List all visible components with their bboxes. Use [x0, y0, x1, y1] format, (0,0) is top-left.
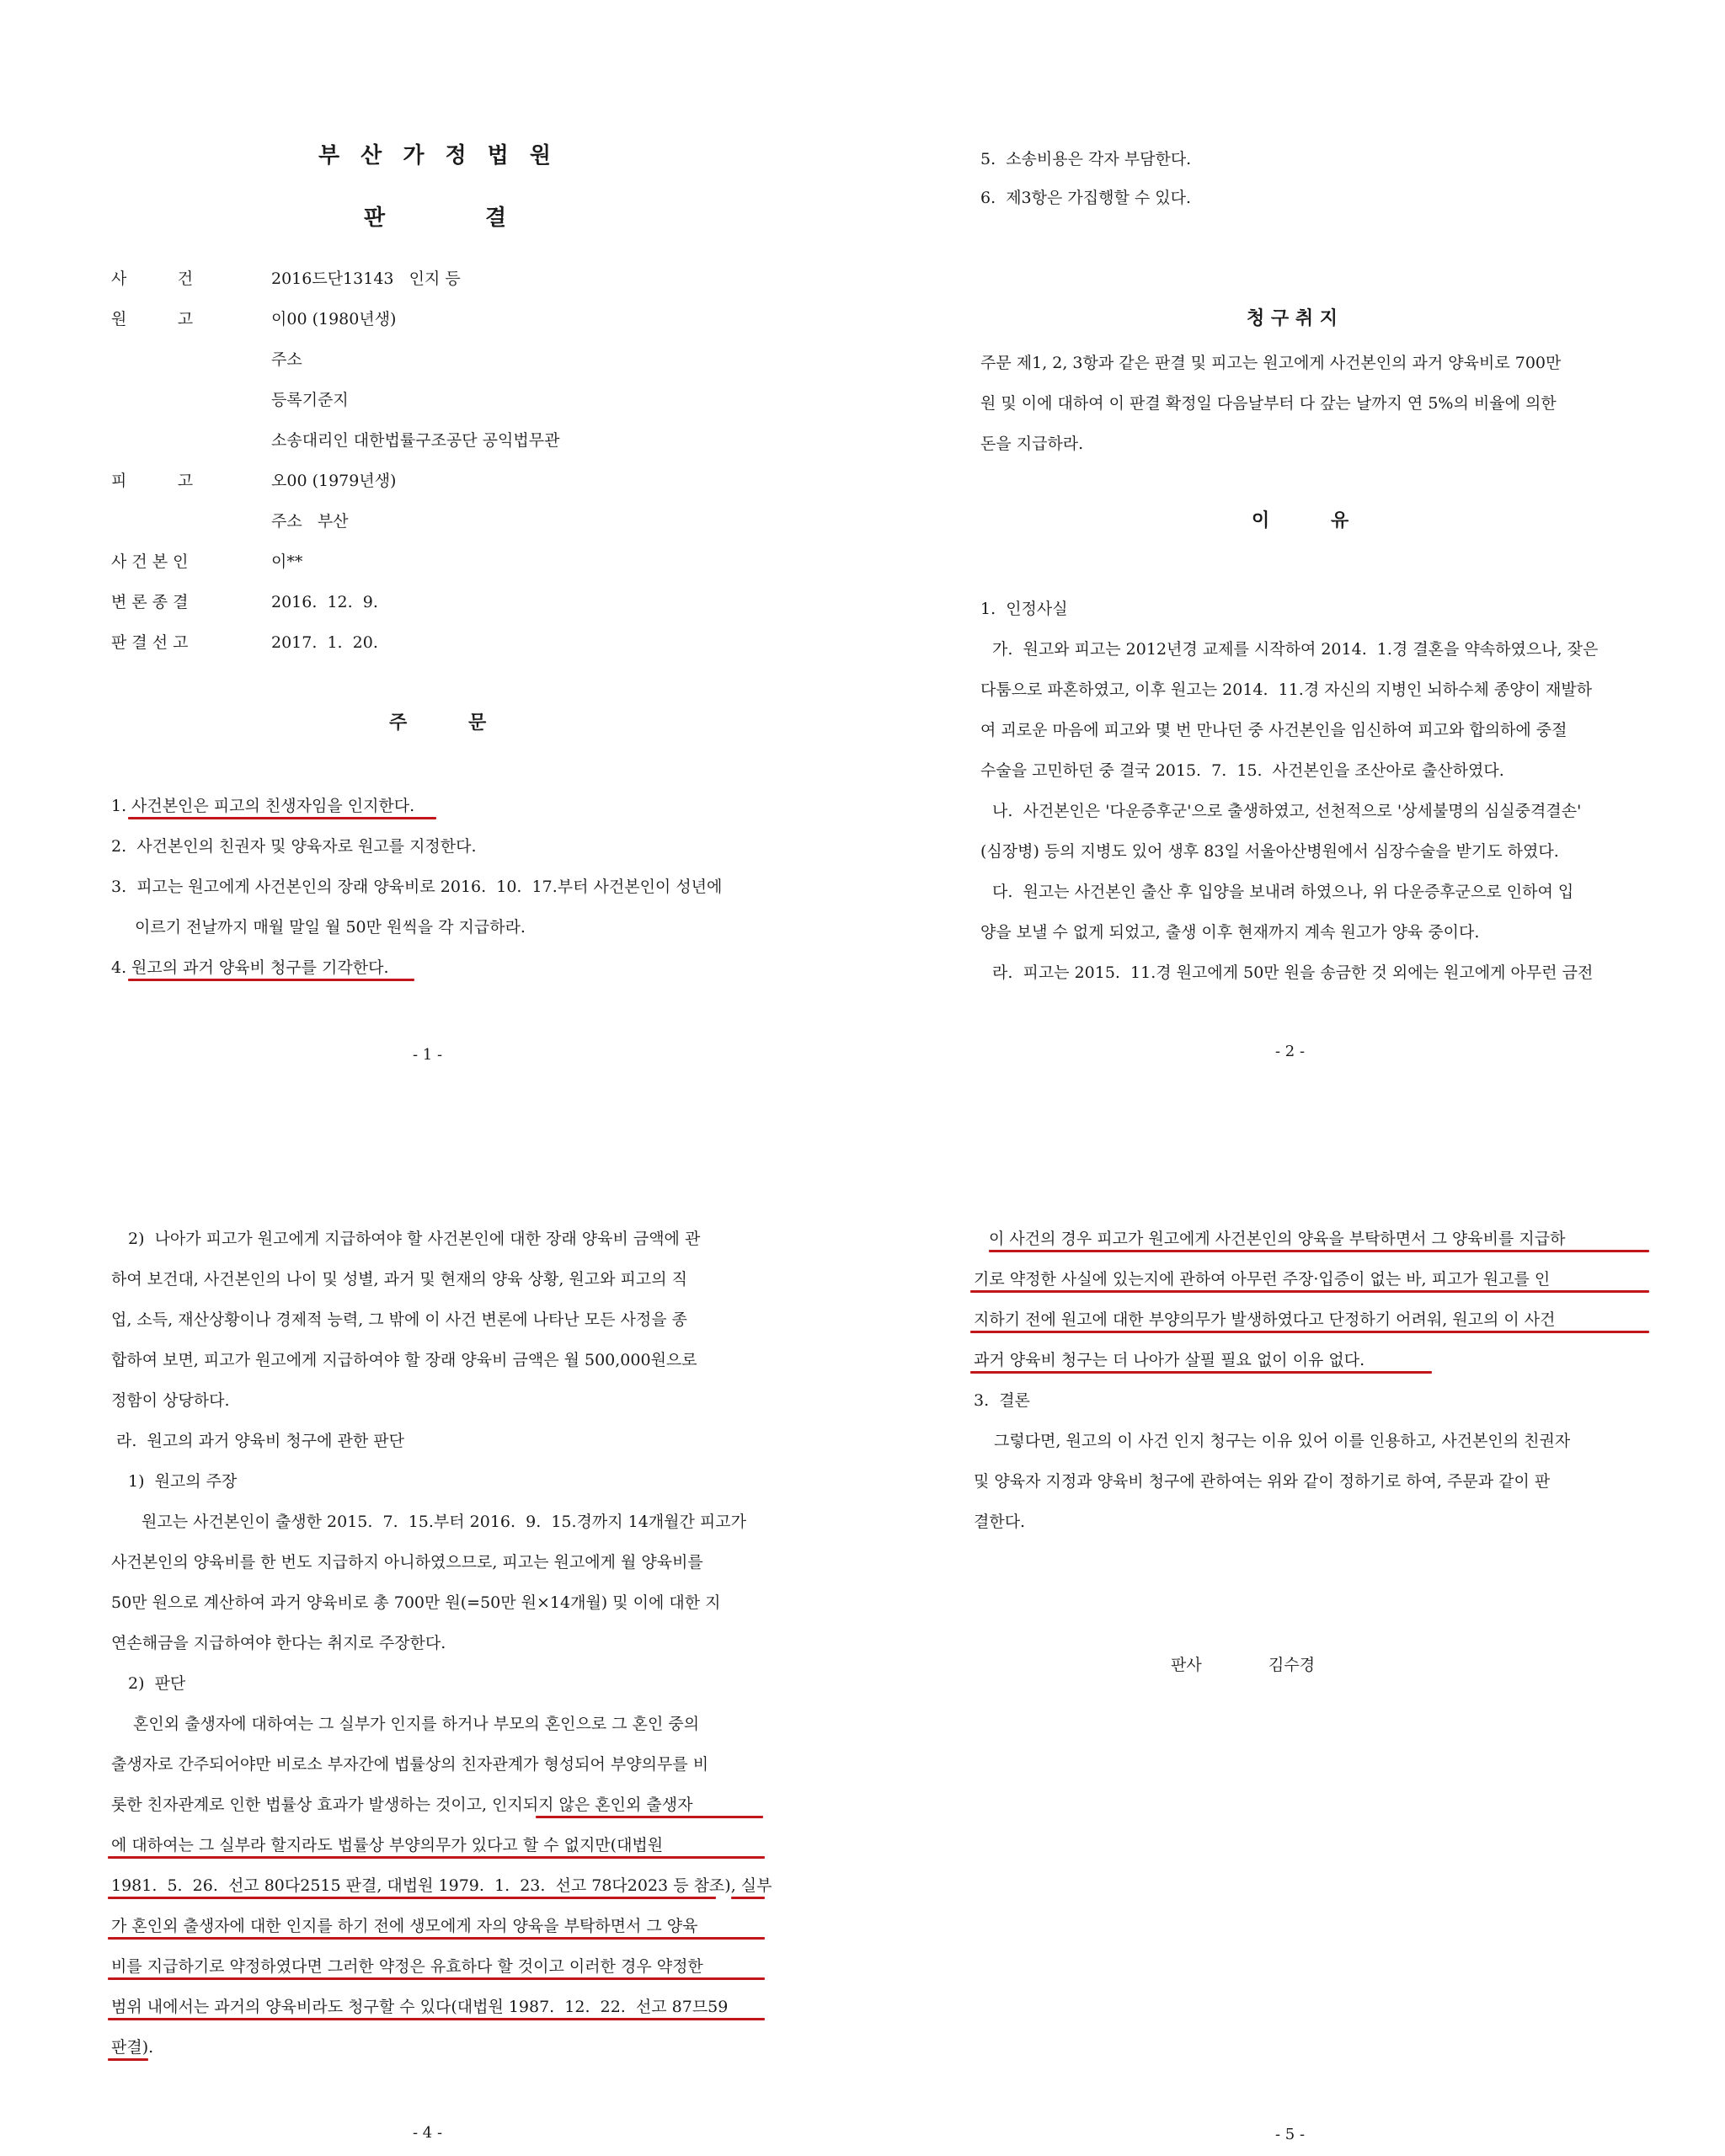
facts-line-1: 가. 원고와 피고는 2012년경 교제를 시작하여 2014. 1.경 결혼을 약속하였으나, 잦은 [992, 640, 1599, 659]
order-5: 5. 소송비용은 각자 부담한다. [980, 150, 1192, 168]
order-4-text: 원고의 과거 양육비 청구를 기각한다. [131, 958, 389, 977]
judge-name: 김수경 [1268, 1656, 1316, 1674]
facts-line-5: 나. 사건본인은 '다운증후군'으로 출생하였고, 선천적으로 '상세불명의 심실중격결손' [992, 802, 1582, 820]
judgment-date: 2017. 1. 20. [271, 633, 378, 652]
subject-value: 이** [271, 552, 303, 571]
body-line-16: 에 대하여는 그 실부라 할지라도 법률상 부양의무가 있다고 할 수 없지만(대법원 [111, 1836, 664, 1854]
body-line-6: 및 양육자 지정과 양육비 청구에 관하여는 위와 같이 정하기로 하여, 주문과 같이 판 [974, 1472, 1551, 1491]
case-label: 사 건 [111, 270, 194, 288]
body-line-14: 출생자로 간주되어야만 비로소 부자간에 법률상의 친자관계가 형성되어 부양의무를 비 [111, 1755, 709, 1774]
body-line-19: 비를 지급하기로 약정하였다면 그러한 약정은 유효하다 할 것이고 이러한 경우 약정한 [111, 1957, 703, 1976]
underline-order-4 [128, 979, 414, 981]
defendant-name: 오00 (1979년생) [271, 472, 397, 490]
body-line-5: 정함이 상당하다. [111, 1391, 230, 1410]
court-name: 부 산 가 정 법 원 [318, 143, 558, 168]
judgment-date-label: 판 결 선 고 [111, 633, 189, 652]
doc-type-char-2: 결 [485, 205, 507, 231]
body-line-3: 업, 소득, 재산상황이나 경제적 능력, 그 밖에 이 사건 변론에 나타난 모든 사정을 종 [111, 1310, 687, 1329]
body-line-4: 합하여 보면, 피고가 원고에게 지급하여야 할 장래 양육비 금액은 월 500,000원으로 [111, 1351, 697, 1369]
judgment-page-2 [862, 0, 1725, 1078]
body-line-3: 지하기 전에 원고에 대한 부양의무가 발생하였다고 단정하기 어려워, 원고의 이 사건 [974, 1310, 1556, 1329]
facts-line-4: 수술을 고민하던 중 결국 2015. 7. 15. 사건본인을 조산아로 출산하였다. [980, 761, 1504, 780]
body-line-21: 판결). [111, 2038, 154, 2057]
body-line-2: 하여 보건대, 사건본인의 나이 및 성별, 과거 및 현재의 양육 상황, 원고와 피고의 직 [111, 1270, 687, 1289]
order-1-number: 1. [111, 797, 127, 815]
closing-date-label: 변 론 종 결 [111, 593, 189, 611]
page-number: - 2 - [1275, 1043, 1306, 1060]
order-3-line-1: 3. 피고는 원고에게 사건본인의 장래 양육비로 2016. 10. 17.부터 사건본인이 성년에 [111, 878, 723, 896]
case-number: 2016드단13143 인지 등 [271, 270, 461, 288]
underline-line-15 [536, 1816, 763, 1818]
body-line-1: 이 사건의 경우 피고가 원고에게 사건본인의 양육을 부탁하면서 그 양육비를 지급하 [989, 1230, 1566, 1248]
closing-date: 2016. 12. 9. [271, 593, 378, 611]
order-3-line-2: 이르기 전날까지 매월 말일 월 50만 원씩을 각 지급하라. [135, 918, 526, 937]
section-heading: 라. 원고의 과거 양육비 청구에 관한 판단 [116, 1432, 404, 1450]
defendant-label: 피 고 [111, 472, 194, 490]
facts-line-8: 양을 보낼 수 없게 되었고, 출생 이후 현재까지 계속 원고가 양육 중이다. [980, 923, 1480, 942]
order-heading-char-2: 문 [468, 712, 487, 734]
subheading-judgment: 2) 판단 [128, 1674, 186, 1693]
claim-line-1: 주문 제1, 2, 3항과 같은 판결 및 피고는 원고에게 사건본인의 과거 양육비로 700만 [980, 354, 1562, 372]
doc-type-char-1: 판 [364, 205, 386, 231]
order-1-text: 사건본인은 피고의 친생자임을 인지한다. [131, 797, 415, 815]
underline-line-4 [970, 1371, 1432, 1374]
defendant-address: 주소 부산 [271, 512, 349, 531]
underline-line-3 [970, 1331, 1649, 1333]
reason-heading-char-2: 유 [1331, 510, 1349, 531]
body-line-18: 가 혼인외 출생자에 대한 인지를 하기 전에 생모에게 자의 양육을 부탁하면서 그 양육 [111, 1917, 698, 1935]
body-line-2: 기로 약정한 사실에 있는지에 관하여 아무런 주장·입증이 없는 바, 피고가 원고를 인 [974, 1270, 1551, 1289]
claim-line-2: 원 및 이에 대하여 이 판결 확정일 다음날부터 다 갚는 날까지 연 5%의 비율에 의한 [980, 394, 1557, 413]
subheading-claim: 1) 원고의 주장 [128, 1472, 238, 1491]
judge-title: 판사 [1171, 1656, 1202, 1674]
body-line-17: 1981. 5. 26. 선고 80다2515 판결, 대법원 1979. 1. 23. 선고 78다2023 등 참조), 실부 [111, 1876, 772, 1895]
facts-line-7: 다. 원고는 사건본인 출산 후 입양을 보내려 하였으나, 위 다운증후군으로 인하여 입 [992, 883, 1574, 901]
body-line-13: 혼인외 출생자에 대하여는 그 실부가 인지를 하거나 부모의 혼인으로 그 혼인 중의 [133, 1715, 700, 1733]
underline-line-16 [108, 1856, 765, 1859]
facts-line-2: 다툼으로 파혼하였고, 이후 원고는 2014. 11.경 자신의 지병인 뇌하수체 종양이 재발하 [980, 680, 1593, 699]
order-4-number: 4. [111, 958, 127, 977]
underline-line-20 [108, 2018, 765, 2020]
underline-line-2 [970, 1290, 1649, 1293]
claim-line-3: 돈을 지급하라. [980, 435, 1084, 453]
page-number: - 4 - [413, 2124, 443, 2142]
underline-line-17a [108, 1897, 716, 1899]
body-line-1: 2) 나아가 피고가 원고에게 지급하여야 할 사건본인에 대한 장래 양육비 금액에 관 [128, 1230, 701, 1248]
underline-line-17b [731, 1897, 765, 1899]
body-line-15: 롯한 친자관계로 인한 법률상 효과가 발생하는 것이고, 인지되지 않은 혼인외 출생자 [111, 1796, 693, 1814]
judgment-page-1 [0, 0, 862, 1078]
facts-line-9: 라. 피고는 2015. 11.경 원고에게 50만 원을 송금한 것 외에는 원고에게 아무런 금전 [992, 963, 1594, 982]
order-6: 6. 제3항은 가집행할 수 있다. [980, 189, 1191, 207]
body-line-20: 범위 내에서는 과거의 양육비라도 청구할 수 있다(대법원 1987. 12. 22. 선고 87므59 [111, 1998, 729, 2016]
order-2: 2. 사건본인의 친권자 및 양육자로 원고를 지정한다. [111, 837, 477, 856]
claim-heading: 청 구 취 지 [1247, 308, 1338, 329]
plaintiff-counsel: 소송대리인 대한법률구조공단 공익법무관 [271, 431, 560, 450]
body-line-5: 그렇다면, 원고의 이 사건 인지 청구는 이유 있어 이를 인용하고, 사건본인의 친권자 [994, 1432, 1571, 1450]
underline-order-1 [128, 817, 436, 819]
underline-line-21 [108, 2058, 148, 2061]
judgment-page-4 [0, 1078, 862, 2156]
facts-line-6: (심장병) 등의 지병도 있어 생후 83일 서울아산병원에서 심장수술을 받기도 하였다. [980, 842, 1559, 861]
order-heading-char-1: 주 [389, 712, 408, 734]
plaintiff-name: 이00 (1980년생) [271, 310, 397, 328]
underline-line-18 [108, 1937, 765, 1940]
reason-heading-char-1: 이 [1252, 510, 1270, 531]
subject-label: 사 건 본 인 [111, 552, 189, 571]
body-line-9: 사건본인의 양육비를 한 번도 지급하지 아니하였으므로, 피고는 원고에게 월 양육비를 [111, 1553, 703, 1572]
plaintiff-registry: 등록기준지 [271, 391, 349, 409]
facts-line-3: 여 괴로운 마음에 피고와 몇 번 만나던 중 사건본인을 임신하여 피고와 합의하에 중절 [980, 721, 1567, 739]
underline-line-19 [108, 1977, 765, 1980]
body-line-7: 결한다. [974, 1513, 1026, 1531]
body-line-11: 연손해금을 지급하여야 한다는 취지로 주장한다. [111, 1634, 446, 1652]
facts-heading: 1. 인정사실 [980, 600, 1068, 618]
plaintiff-address: 주소 [271, 350, 302, 369]
underline-line-1 [989, 1250, 1649, 1252]
body-line-10: 50만 원으로 계산하여 과거 양육비로 총 700만 원(=50만 원×14개월) 및 이에 대한 지 [111, 1593, 721, 1612]
body-line-8: 원고는 사건본인이 출생한 2015. 7. 15.부터 2016. 9. 15.경까지 14개월간 피고가 [142, 1513, 746, 1531]
plaintiff-label: 원 고 [111, 310, 194, 328]
page-number: - 1 - [413, 1046, 443, 1064]
body-line-4: 과거 양육비 청구는 더 나아가 살필 필요 없이 이유 없다. [974, 1351, 1365, 1369]
conclusion-heading: 3. 결론 [974, 1391, 1030, 1410]
page-number: - 5 - [1275, 2126, 1306, 2143]
judgment-page-5 [862, 1078, 1725, 2156]
